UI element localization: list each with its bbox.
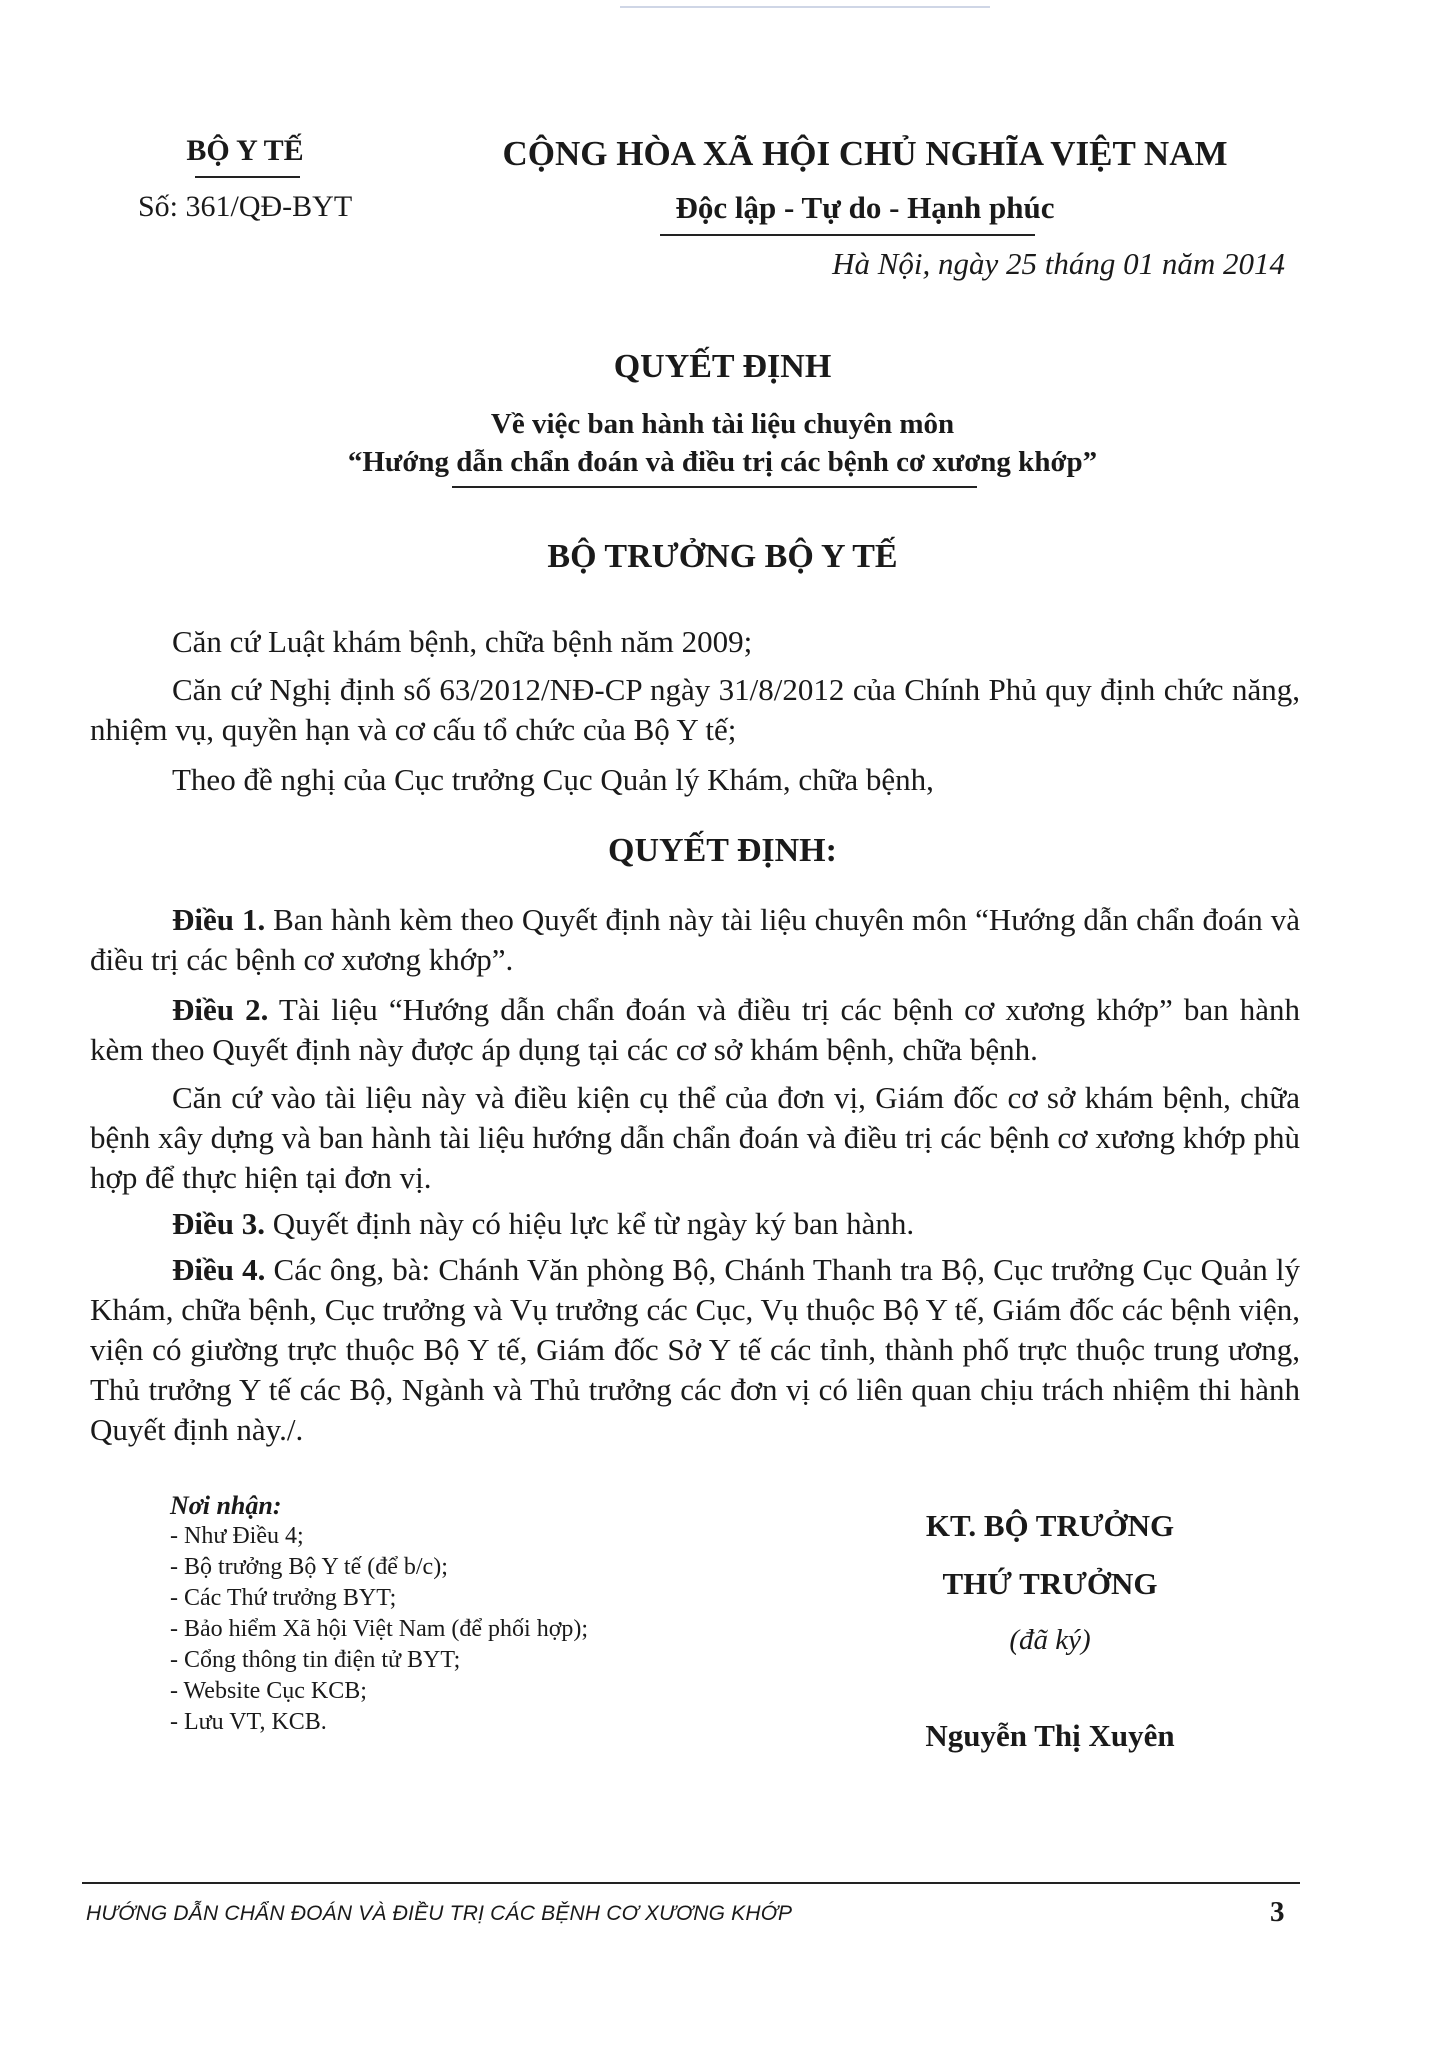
recipient-item: - Lưu VT, KCB. [170, 1709, 327, 1735]
article-4-text: Các ông, bà: Chánh Văn phòng Bộ, Chánh Thanh tra Bộ, Cục trưởng Cục Quản lý Khám, chữa bệnh, Cục trưởng và Vụ trưởng các Cục, Vụ thuộc Bộ Y tế, Giám đốc các bệnh viện, viện có giường trực thuộc Bộ Y tế, Giám đốc Sở Y tế các tỉnh, thành phố trực thuộc trung ương, Thủ trưởng Y tế các Bộ, Ngành và Thủ trưởng các đơn vị có liên quan chịu trách nhiệm thi hành Quyết định này./. [90, 1252, 1300, 1447]
place-date: Hà Nội, ngày 25 tháng 01 năm 2014 [832, 246, 1285, 281]
article-2-text: Tài liệu “Hướng dẫn chẩn đoán và điều trị các bệnh cơ xương khớp” ban hành kèm theo Quyết định này được áp dụng tại các cơ sở khám bệnh, chữa bệnh. [90, 992, 1300, 1067]
subject-line-1: Về việc ban hành tài liệu chuyên môn [490, 408, 955, 440]
ministry-underline [195, 176, 300, 178]
recipient-item: - Như Điều 4; [170, 1523, 304, 1549]
article-2-label: Điều 2. [172, 992, 269, 1027]
article-1-text: Ban hành kèm theo Quyết định này tài liệu chuyên môn “Hướng dẫn chẩn đoán và điều trị các bệnh cơ xương khớp”. [90, 902, 1300, 977]
article-3 [90, 1204, 1300, 1244]
recipient-item: - Cổng thông tin điện tử BYT; [170, 1647, 461, 1673]
basis-3: Theo đề nghị của Cục trưởng Cục Quản lý Khám, chữa bệnh, [172, 762, 934, 797]
signed-note: (đã ký) [1009, 1624, 1091, 1656]
recipient-item: - Các Thứ trưởng BYT; [170, 1585, 397, 1611]
country-name: CỘNG HÒA XÃ HỘI CHỦ NGHĨA VIỆT NAM [502, 134, 1228, 173]
article-2 [90, 990, 1300, 1070]
footer-title: HƯỚNG DẪN CHẨN ĐOÁN VÀ ĐIỀU TRỊ CÁC BỆNH CƠ XƯƠNG KHỚP [86, 1902, 793, 1925]
ministry-name: BỘ Y TẾ [186, 134, 304, 167]
subject-line-2: “Hướng dẫn chẩn đoán và điều trị các bệnh cơ xương khớp” [347, 446, 1098, 478]
article-1 [90, 900, 1300, 980]
signature-title-1: KT. BỘ TRƯỞNG [925, 1508, 1175, 1543]
subject-underline [452, 486, 977, 488]
basis-1: Căn cứ Luật khám bệnh, chữa bệnh năm 2009; [172, 624, 753, 659]
article-3-text: Quyết định này có hiệu lực kể từ ngày ký ban hành. [265, 1206, 915, 1241]
article-4 [90, 1250, 1300, 1450]
recipient-item: - Bảo hiểm Xã hội Việt Nam (để phối hợp); [170, 1616, 589, 1642]
recipient-item: - Website Cục KCB; [170, 1678, 367, 1704]
article-2-extra: Căn cứ vào tài liệu này và điều kiện cụ thể của đơn vị, Giám đốc cơ sở khám bệnh, chữa bệnh xây dựng và ban hành tài liệu hướng dẫn chẩn đoán và điều trị các bệnh cơ xương khớp phù hợp để thực hiện tại đơn vị. [90, 1080, 1300, 1195]
footer-rule [82, 1882, 1300, 1884]
scan-edge-line [620, 6, 990, 8]
signature-title-2: THỨ TRƯỞNG [942, 1566, 1158, 1601]
article-3-label: Điều 3. [172, 1206, 265, 1241]
recipient-item: - Bộ trưởng Bộ Y tế (để b/c); [170, 1554, 448, 1580]
authority-title: BỘ TRƯỞNG BỘ Y TẾ [547, 538, 898, 575]
document-title: QUYẾT ĐỊNH [613, 348, 832, 385]
recipients-block [170, 1490, 730, 1738]
article-4-label: Điều 4. [172, 1252, 266, 1287]
article-1-label: Điều 1. [172, 902, 266, 937]
national-motto: Độc lập - Tự do - Hạnh phúc [675, 190, 1055, 225]
motto-underline [660, 234, 1035, 236]
basis-2: Căn cứ Nghị định số 63/2012/NĐ-CP ngày 31/8/2012 của Chính Phủ quy định chức năng, nhiệm vụ, quyền hạn và cơ cấu tổ chức của Bộ Y tế; [90, 672, 1300, 747]
page-number: 3 [1270, 1896, 1285, 1928]
decision-heading: QUYẾT ĐỊNH: [608, 832, 837, 869]
recipients-heading: Nơi nhận: [170, 1491, 282, 1520]
document-number: Số: 361/QĐ-BYT [138, 190, 353, 223]
signer-name: Nguyễn Thị Xuyên [925, 1718, 1175, 1753]
